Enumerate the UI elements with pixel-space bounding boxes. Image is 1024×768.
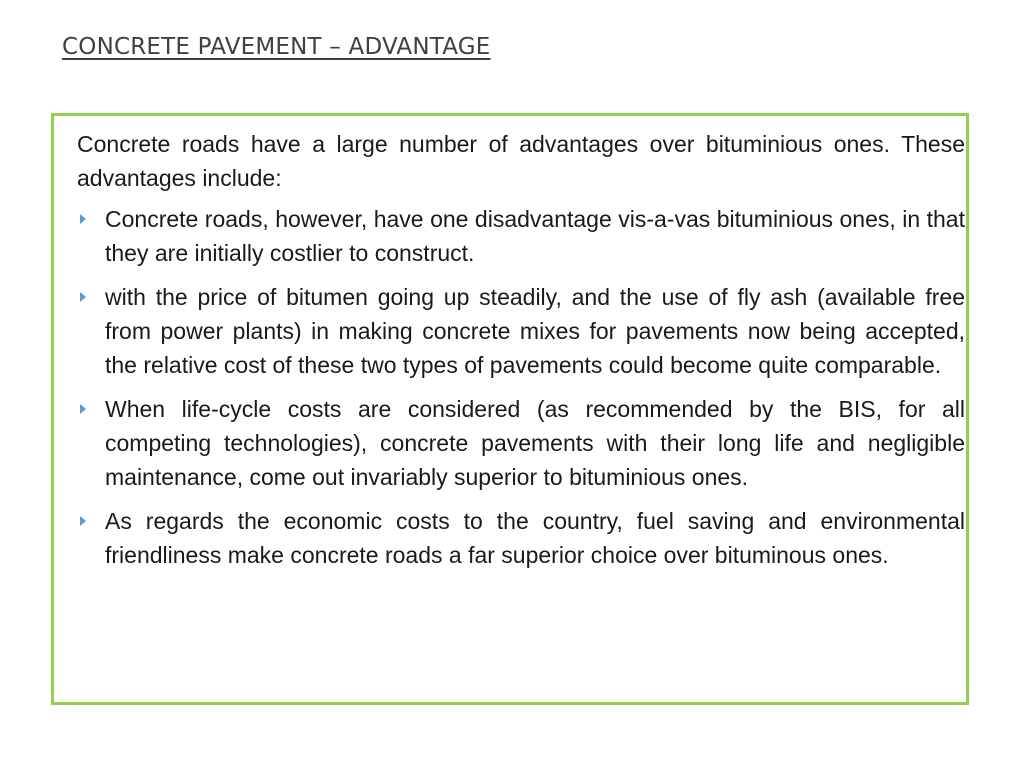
- bullet-item: [77, 202, 965, 270]
- triangle-right-icon: [80, 404, 86, 414]
- triangle-right-icon: [80, 214, 86, 224]
- intro-paragraph: Concrete roads have a large number of advantages over bituminious ones. These advantages include:: [77, 131, 965, 191]
- bullet-list: [77, 202, 965, 582]
- bullet-text: with the price of bitumen going up steadily, and the use of fly ash (available free from power plants) in making concrete mixes for pavements now being accepted, the relative cost of these two types of pavements could become quite comparable.: [105, 284, 965, 378]
- bullet-item: [77, 280, 965, 382]
- bullet-item: [77, 392, 965, 494]
- bullet-text: As regards the economic costs to the country, fuel saving and environmental friendliness make concrete roads a far superior choice over bituminous ones.: [105, 508, 965, 568]
- triangle-right-icon: [80, 292, 86, 302]
- bullet-text: When life-cycle costs are considered (as recommended by the BIS, for all competing technologies), concrete pavements with their long life and negligible maintenance, come out invariably superior to bituminious ones.: [105, 396, 965, 490]
- content-box: [51, 113, 969, 705]
- slide-title: CONCRETE PAVEMENT – ADVANTAGE: [62, 34, 491, 60]
- bullet-text: Concrete roads, however, have one disadvantage vis-a-vas bituminious ones, in that they are initially costlier to construct.: [105, 206, 965, 266]
- bullet-item: [77, 504, 965, 572]
- triangle-right-icon: [80, 516, 86, 526]
